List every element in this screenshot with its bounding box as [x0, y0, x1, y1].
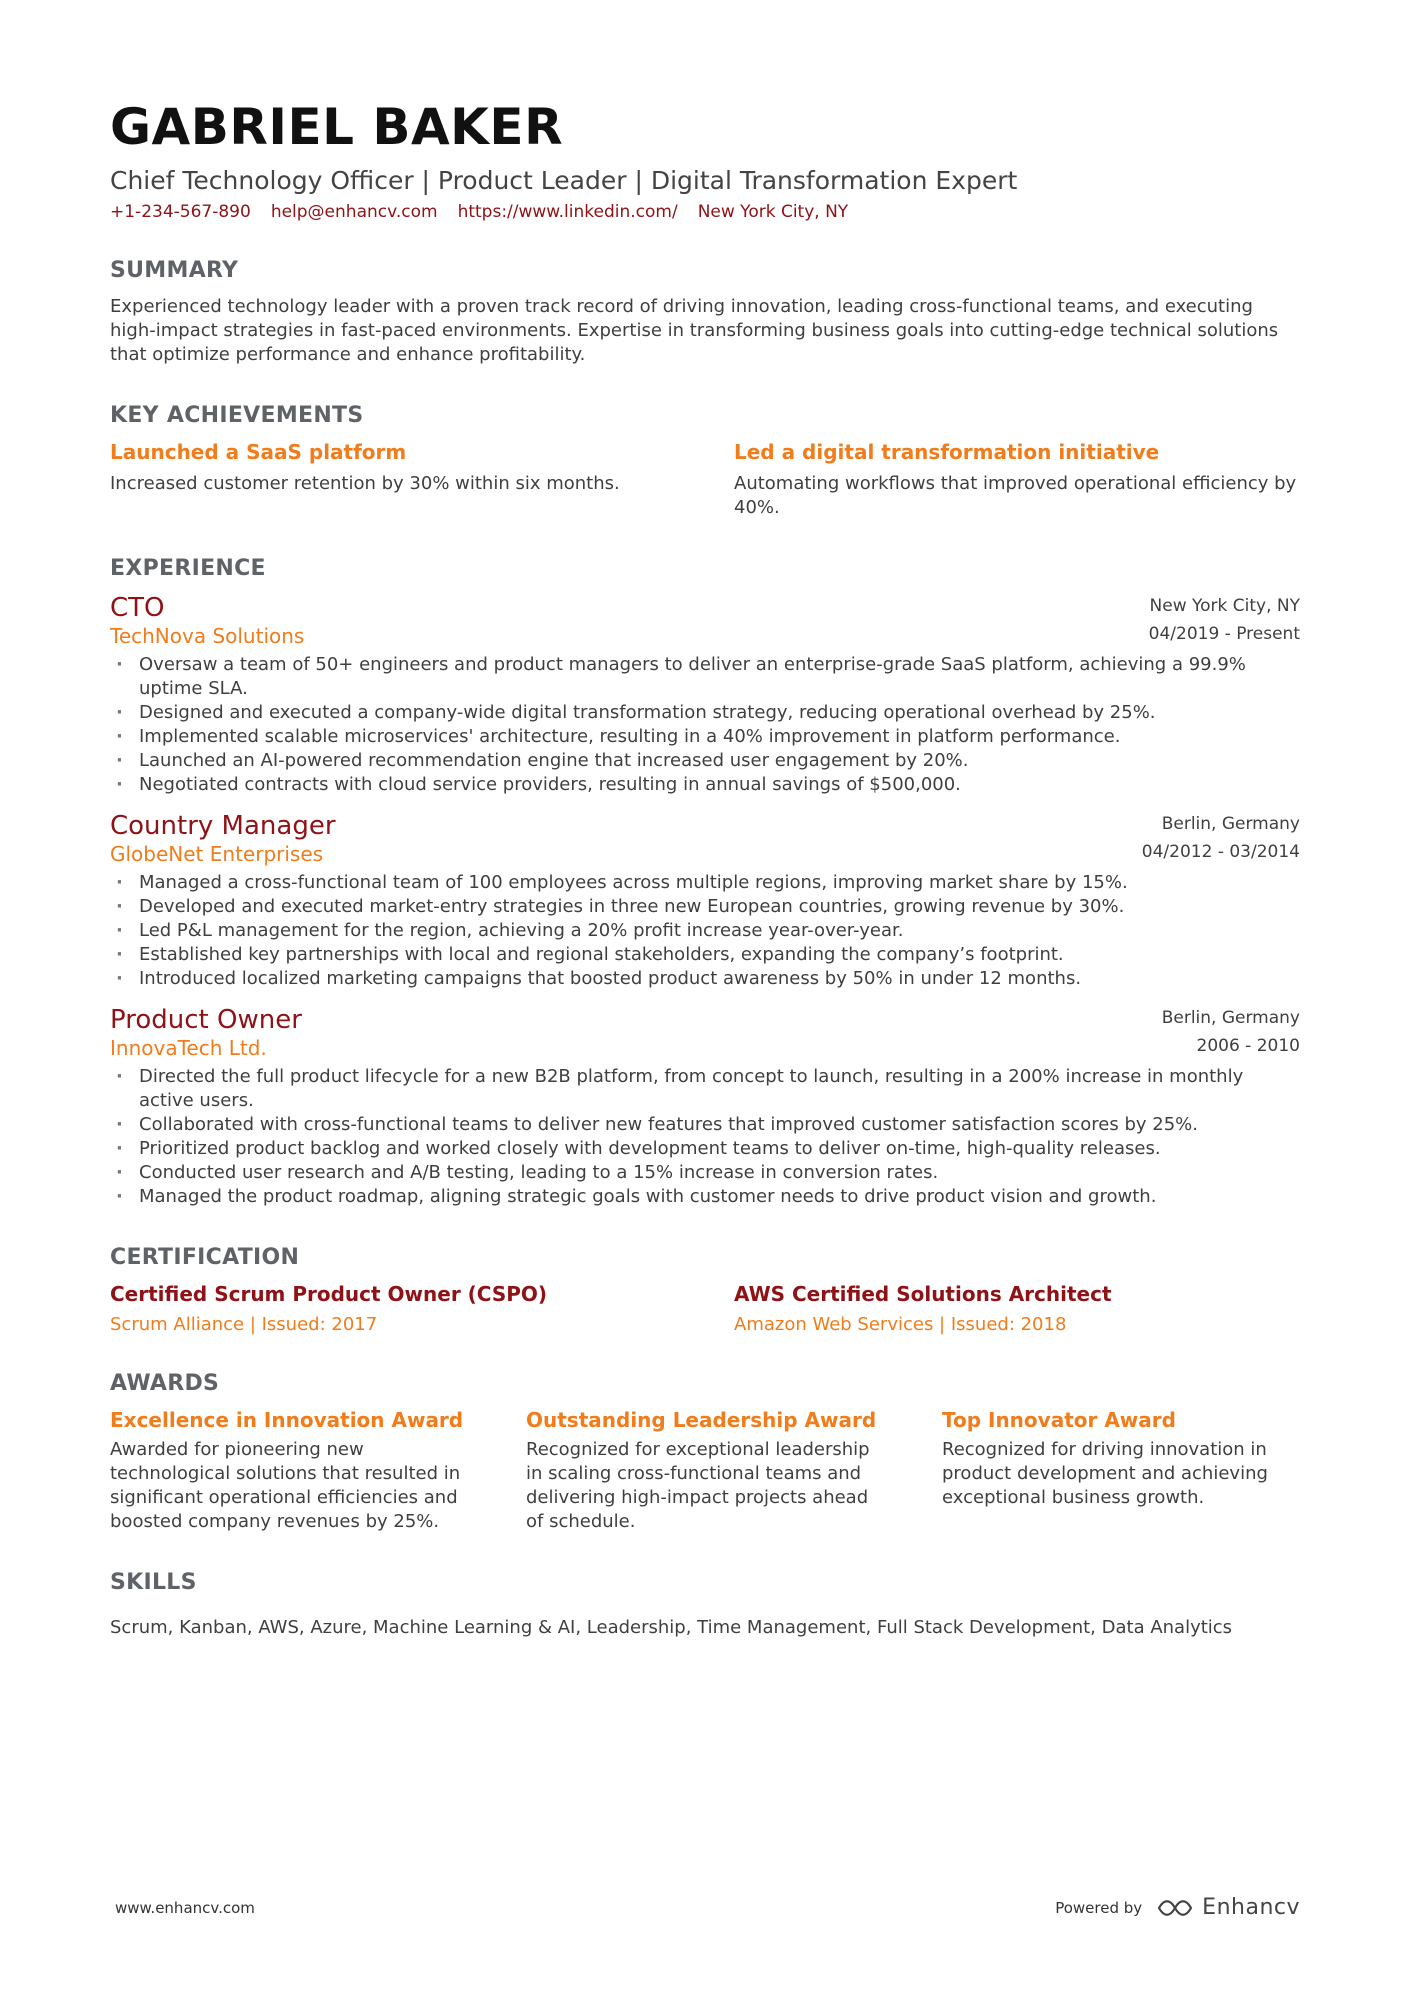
certification-title: Certified Scrum Product Owner (CSPO) — [110, 1282, 548, 1306]
achievement-item — [110, 440, 676, 520]
job-entry — [110, 811, 1300, 991]
job-meta — [1142, 811, 1300, 867]
bullet-item: · Oversaw a team of 50+ engineers and product managers to deliver an enterprise-grade SaaS platform, achieving a 99.9% uptime SLA. — [110, 653, 1300, 701]
certification-section — [110, 1245, 1300, 1335]
job-bullets — [110, 653, 1300, 797]
job-bullets — [110, 871, 1300, 991]
bullet-item: · Managed a cross-functional team of 100 employees across multiple regions, improving market share by 15%. — [110, 871, 1300, 895]
job-dates: 04/2012 - 03/2014 — [1141, 842, 1300, 862]
job-header — [110, 593, 1300, 649]
job-heading — [110, 811, 336, 867]
brand-name: Enhancv — [1202, 1895, 1300, 1920]
phone-link[interactable]: +1-234-567-890 — [110, 202, 251, 222]
skills-list: Scrum, Kanban, AWS, Azure, Machine Learning & AI, Leadership, Time Management, Full Stack Development, Data Analytics — [110, 1617, 1233, 1638]
section-title: EXPERIENCE — [110, 556, 266, 581]
bullet-item: · Introduced localized marketing campaigns that boosted product awareness by 50% in under 12 months. — [110, 967, 1300, 991]
bullet-item: · Developed and executed market-entry strategies in three new European countries, growing revenue by 30%. — [110, 895, 1300, 919]
achievement-item — [734, 440, 1300, 520]
certification-title: AWS Certified Solutions Architect — [734, 1282, 1112, 1306]
company-name: InnovaTech Ltd. — [110, 1036, 267, 1060]
certification-item — [110, 1282, 676, 1335]
job-dates: 2006 - 2010 — [1196, 1036, 1300, 1056]
award-title: Outstanding Leadership Award — [526, 1408, 877, 1432]
award-title: Top Innovator Award — [942, 1408, 1176, 1432]
job-header — [110, 1005, 1300, 1061]
bullet-item: · Conducted user research and A/B testing, leading to a 15% increase in conversion rates. — [110, 1161, 1300, 1185]
job-location: New York City, NY — [1149, 596, 1300, 616]
summary-section — [110, 258, 1300, 367]
achievements-grid — [110, 440, 1300, 520]
bullet-item: · Led P&L management for the region, achieving a 20% profit increase year-over-year. — [110, 919, 1300, 943]
job-heading — [110, 1005, 302, 1061]
skills-section — [110, 1570, 1300, 1638]
headline: Chief Technology Officer | Product Leader | Digital Transformation Expert — [110, 166, 1018, 195]
enhancv-logo-icon — [1156, 1897, 1194, 1919]
achievements-section — [110, 403, 1300, 520]
job-meta — [1149, 593, 1300, 649]
brand-logo[interactable] — [1156, 1895, 1300, 1920]
certification-grid — [110, 1282, 1300, 1335]
bullet-item: · Managed the product roadmap, aligning strategic goals with customer needs to drive product vision and growth. — [110, 1185, 1300, 1209]
achievement-title: Launched a SaaS platform — [110, 440, 407, 464]
page-footer — [115, 1895, 1300, 1920]
awards-section — [110, 1371, 1300, 1534]
job-title: Country Manager — [110, 811, 336, 841]
section-title: CERTIFICATION — [110, 1245, 300, 1270]
section-title: SKILLS — [110, 1570, 197, 1595]
company-name: TechNova Solutions — [110, 624, 305, 648]
bullet-item: · Prioritized product backlog and worked closely with development teams to deliver on-time, high-quality releases. — [110, 1137, 1300, 1161]
location-text: New York City, NY — [697, 202, 849, 222]
resume-header — [110, 98, 1300, 222]
award-title: Excellence in Innovation Award — [110, 1408, 464, 1432]
powered-by-label: Powered by — [1055, 1898, 1143, 1917]
award-item — [942, 1408, 1300, 1534]
job-entry — [110, 593, 1300, 797]
certification-meta: Scrum Alliance | Issued: 2017 — [110, 1314, 378, 1335]
achievement-title: Led a digital transformation initiative — [734, 440, 1160, 464]
award-text: Recognized for exceptional leadership in scaling cross-functional teams and delivering high-impact projects ahead of schedule. — [526, 1439, 870, 1532]
job-title: Product Owner — [110, 1005, 302, 1035]
bullet-item: · Designed and executed a company-wide digital transformation strategy, reducing operational overhead by 25%. — [110, 701, 1300, 725]
job-heading — [110, 593, 304, 649]
email-link[interactable]: help@enhancv.com — [270, 202, 438, 222]
award-text: Awarded for pioneering new technological solutions that resulted in significant operational efficiencies and boosted company revenues by 25%. — [110, 1439, 461, 1532]
certification-meta: Amazon Web Services | Issued: 2018 — [734, 1314, 1067, 1335]
bullet-item: · Implemented scalable microservices' architecture, resulting in a 40% improvement in platform performance. — [110, 725, 1300, 749]
linkedin-link[interactable]: https://www.linkedin.com/ — [457, 202, 678, 222]
section-title: SUMMARY — [110, 258, 239, 283]
awards-grid — [110, 1408, 1300, 1534]
job-location: Berlin, Germany — [1161, 814, 1300, 834]
job-location: Berlin, Germany — [1161, 1008, 1300, 1028]
award-text: Recognized for driving innovation in product development and achieving exceptional business growth. — [942, 1439, 1268, 1508]
job-header — [110, 811, 1300, 867]
experience-section — [110, 556, 1300, 1209]
job-bullets — [110, 1065, 1300, 1209]
bullet-item: · Directed the full product lifecycle for a new B2B platform, from concept to launch, resulting in a 200% increase in monthly active users. — [110, 1065, 1300, 1113]
achievement-text: Automating workflows that improved operational efficiency by 40%. — [734, 473, 1297, 518]
bullet-item: · Collaborated with cross-functional teams to deliver new features that improved customer satisfaction scores by 25%. — [110, 1113, 1300, 1137]
job-dates: 04/2019 - Present — [1148, 624, 1300, 644]
bullet-item: · Launched an AI-powered recommendation engine that increased user engagement by 20%. — [110, 749, 1300, 773]
job-entry — [110, 1005, 1300, 1209]
section-title: KEY ACHIEVEMENTS — [110, 403, 364, 428]
award-item — [526, 1408, 884, 1534]
company-name: GlobeNet Enterprises — [110, 842, 324, 866]
job-title: CTO — [110, 593, 165, 623]
achievement-text: Increased customer retention by 30% within six months. — [110, 473, 620, 494]
powered-by — [1055, 1895, 1300, 1920]
bullet-item: · Established key partnerships with local and regional stakeholders, expanding the company’s footprint. — [110, 943, 1300, 967]
summary-text: Experienced technology leader with a proven track record of driving innovation, leading cross-functional teams, and executing high-impact strategies in fast-paced environments. Expertise in transforming business goals into cutting-edge technical solutions that optimize performance and enhance profitability. — [110, 296, 1279, 365]
contact-line — [110, 202, 1300, 222]
certification-item — [734, 1282, 1300, 1335]
section-title: AWARDS — [110, 1371, 220, 1396]
candidate-name: GABRIEL BAKER — [110, 98, 564, 156]
footer-url-link[interactable]: www.enhancv.com — [115, 1898, 255, 1917]
award-item — [110, 1408, 468, 1534]
job-meta — [1162, 1005, 1300, 1061]
bullet-item: · Negotiated contracts with cloud service providers, resulting in annual savings of $500,000. — [110, 773, 1300, 797]
